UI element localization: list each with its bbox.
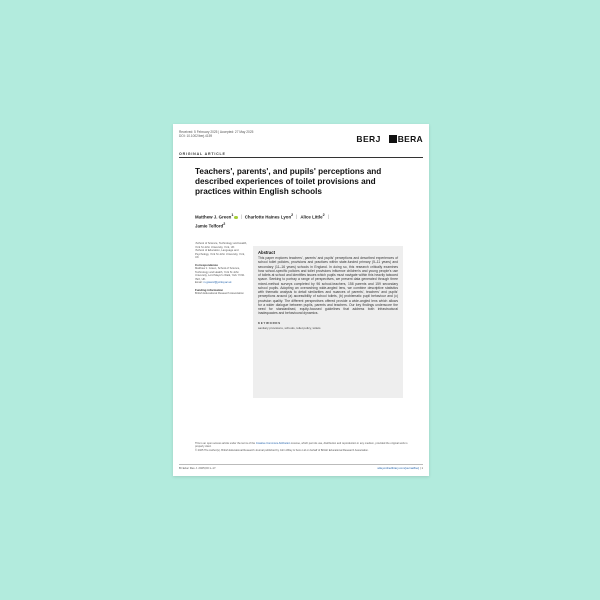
funding-body: British Educational Research Association — [195, 292, 244, 295]
article-sidebar — [195, 242, 247, 296]
doi: DOI: 10.1002/berj.4159 — [179, 134, 213, 139]
keywords-heading: KEYWORDS — [258, 320, 281, 325]
author-name[interactable]: Matthew J. Green — [195, 214, 232, 220]
funding-heading: Funding information — [195, 287, 224, 292]
bera-mark-icon — [389, 135, 397, 143]
author-affiliation: 2 — [291, 213, 294, 217]
author-name[interactable]: Alice Little — [300, 214, 323, 220]
author-name[interactable]: Jamie Telford — [195, 223, 224, 229]
author-separator: | — [240, 214, 242, 220]
keywords-list: sanitary provisions, schools, toilet policy, toilets — [258, 325, 321, 330]
page-number: 1 — [421, 466, 423, 470]
license-line — [195, 442, 415, 449]
author-list — [195, 212, 415, 229]
email-line — [195, 281, 247, 285]
author-affiliation: 2 — [322, 213, 325, 217]
correspondence-heading: Correspondence — [195, 262, 218, 267]
journal-url[interactable]: wileyonlinelibrary.com/journal/berj — [377, 466, 420, 470]
affiliation: ²School of Education, Language and Psychology, York St John University, York, UK — [195, 249, 245, 259]
author-separator: | — [327, 214, 329, 220]
affiliation: ¹School of Science, Technology and Health, York St John University, York, UK — [195, 242, 247, 249]
author-affiliation: 1 — [231, 213, 234, 217]
bera-logo — [389, 134, 423, 144]
header-rule — [179, 157, 423, 158]
license-note — [195, 442, 415, 452]
received-accepted: Received: 5 February 2025 | Accepted: 27 May 2025 — [179, 130, 254, 134]
paper-page — [173, 124, 429, 476]
author-separator: | — [296, 214, 298, 220]
license-link[interactable]: Creative Commons Attribution — [255, 442, 291, 445]
article-meta — [179, 130, 329, 138]
abstract-heading: Abstract — [258, 250, 275, 255]
copyright-line: © 2025 The Author(s). British Educational Research Journal published by John Wiley & Sons Ltd on behalf of British Educational Research Association. — [195, 448, 369, 452]
author-name[interactable]: Charlotte Haines Lyon — [244, 214, 292, 220]
email-link[interactable]: m.green2@yorksj.ac.uk — [203, 281, 232, 284]
journal-logos — [356, 134, 423, 144]
citation-line: Br Educ Res J. 2025;00:1–17. — [179, 466, 217, 470]
license-text: License, which permits use, distribution and reproduction in any medium, provided the original work is properly cited. — [195, 442, 408, 449]
bera-logo-text: BERA — [397, 134, 423, 144]
abstract-body: This paper explores teachers', parents' and pupils' perceptions and described experiences of school toilet policies, provisions and practices within state-funded primary (5–11 years) and secondary (11–16 years) schools in England. In doing so, this research critically examines how school-specific policies and toilet provisions influence children's and young people's use of toilets at school and identifies issues which pupils must navigate within this heavily tabooed space. Seeking to portray a range of perspectives, we present data generated through three mixed-method surveys completed by 96 school-teachers, 158 parents and 159 secondary school pupils. Adopting an overarching wide-angled lens, we combine descriptive statistics with thematic analysis to detail similarities and nuances of parents', teachers' and pupils' perceptions around (a) accessibility of school toilets, (b) problematic pupil behaviour and (c) provision quality. The different perspectives offered provide a wide-angled lens which allows for a wider dialogue between pupils, parents and teachers. Our key findings underscore the need for standardised, equity-focused guidelines that address both infrastructural inadequacies and behavioural dynamics. — [258, 256, 398, 316]
footer-rule — [179, 464, 423, 465]
abstract-box — [253, 246, 403, 398]
berj-logo: BERJ — [356, 134, 381, 144]
author-affiliation: 2 — [223, 221, 226, 226]
license-text: This is an open access article under the terms of the — [195, 442, 256, 445]
page-footer — [179, 466, 423, 470]
article-title: Teachers', parents', and pupils' perceptions and described experiences of toilet provisions and practices within English schools — [195, 167, 382, 196]
footer-right: wileyonlinelibrary.com/journal/berj | 1 — [377, 466, 423, 470]
article-type: ORIGINAL ARTICLE — [179, 152, 226, 156]
correspondence-body: Matthew J. Green, School of Science, Technology and Health, York St John University, Lord Mayor's Walk, York YO31 7EX, UK. — [195, 267, 245, 281]
email-label: Email: — [195, 281, 203, 284]
